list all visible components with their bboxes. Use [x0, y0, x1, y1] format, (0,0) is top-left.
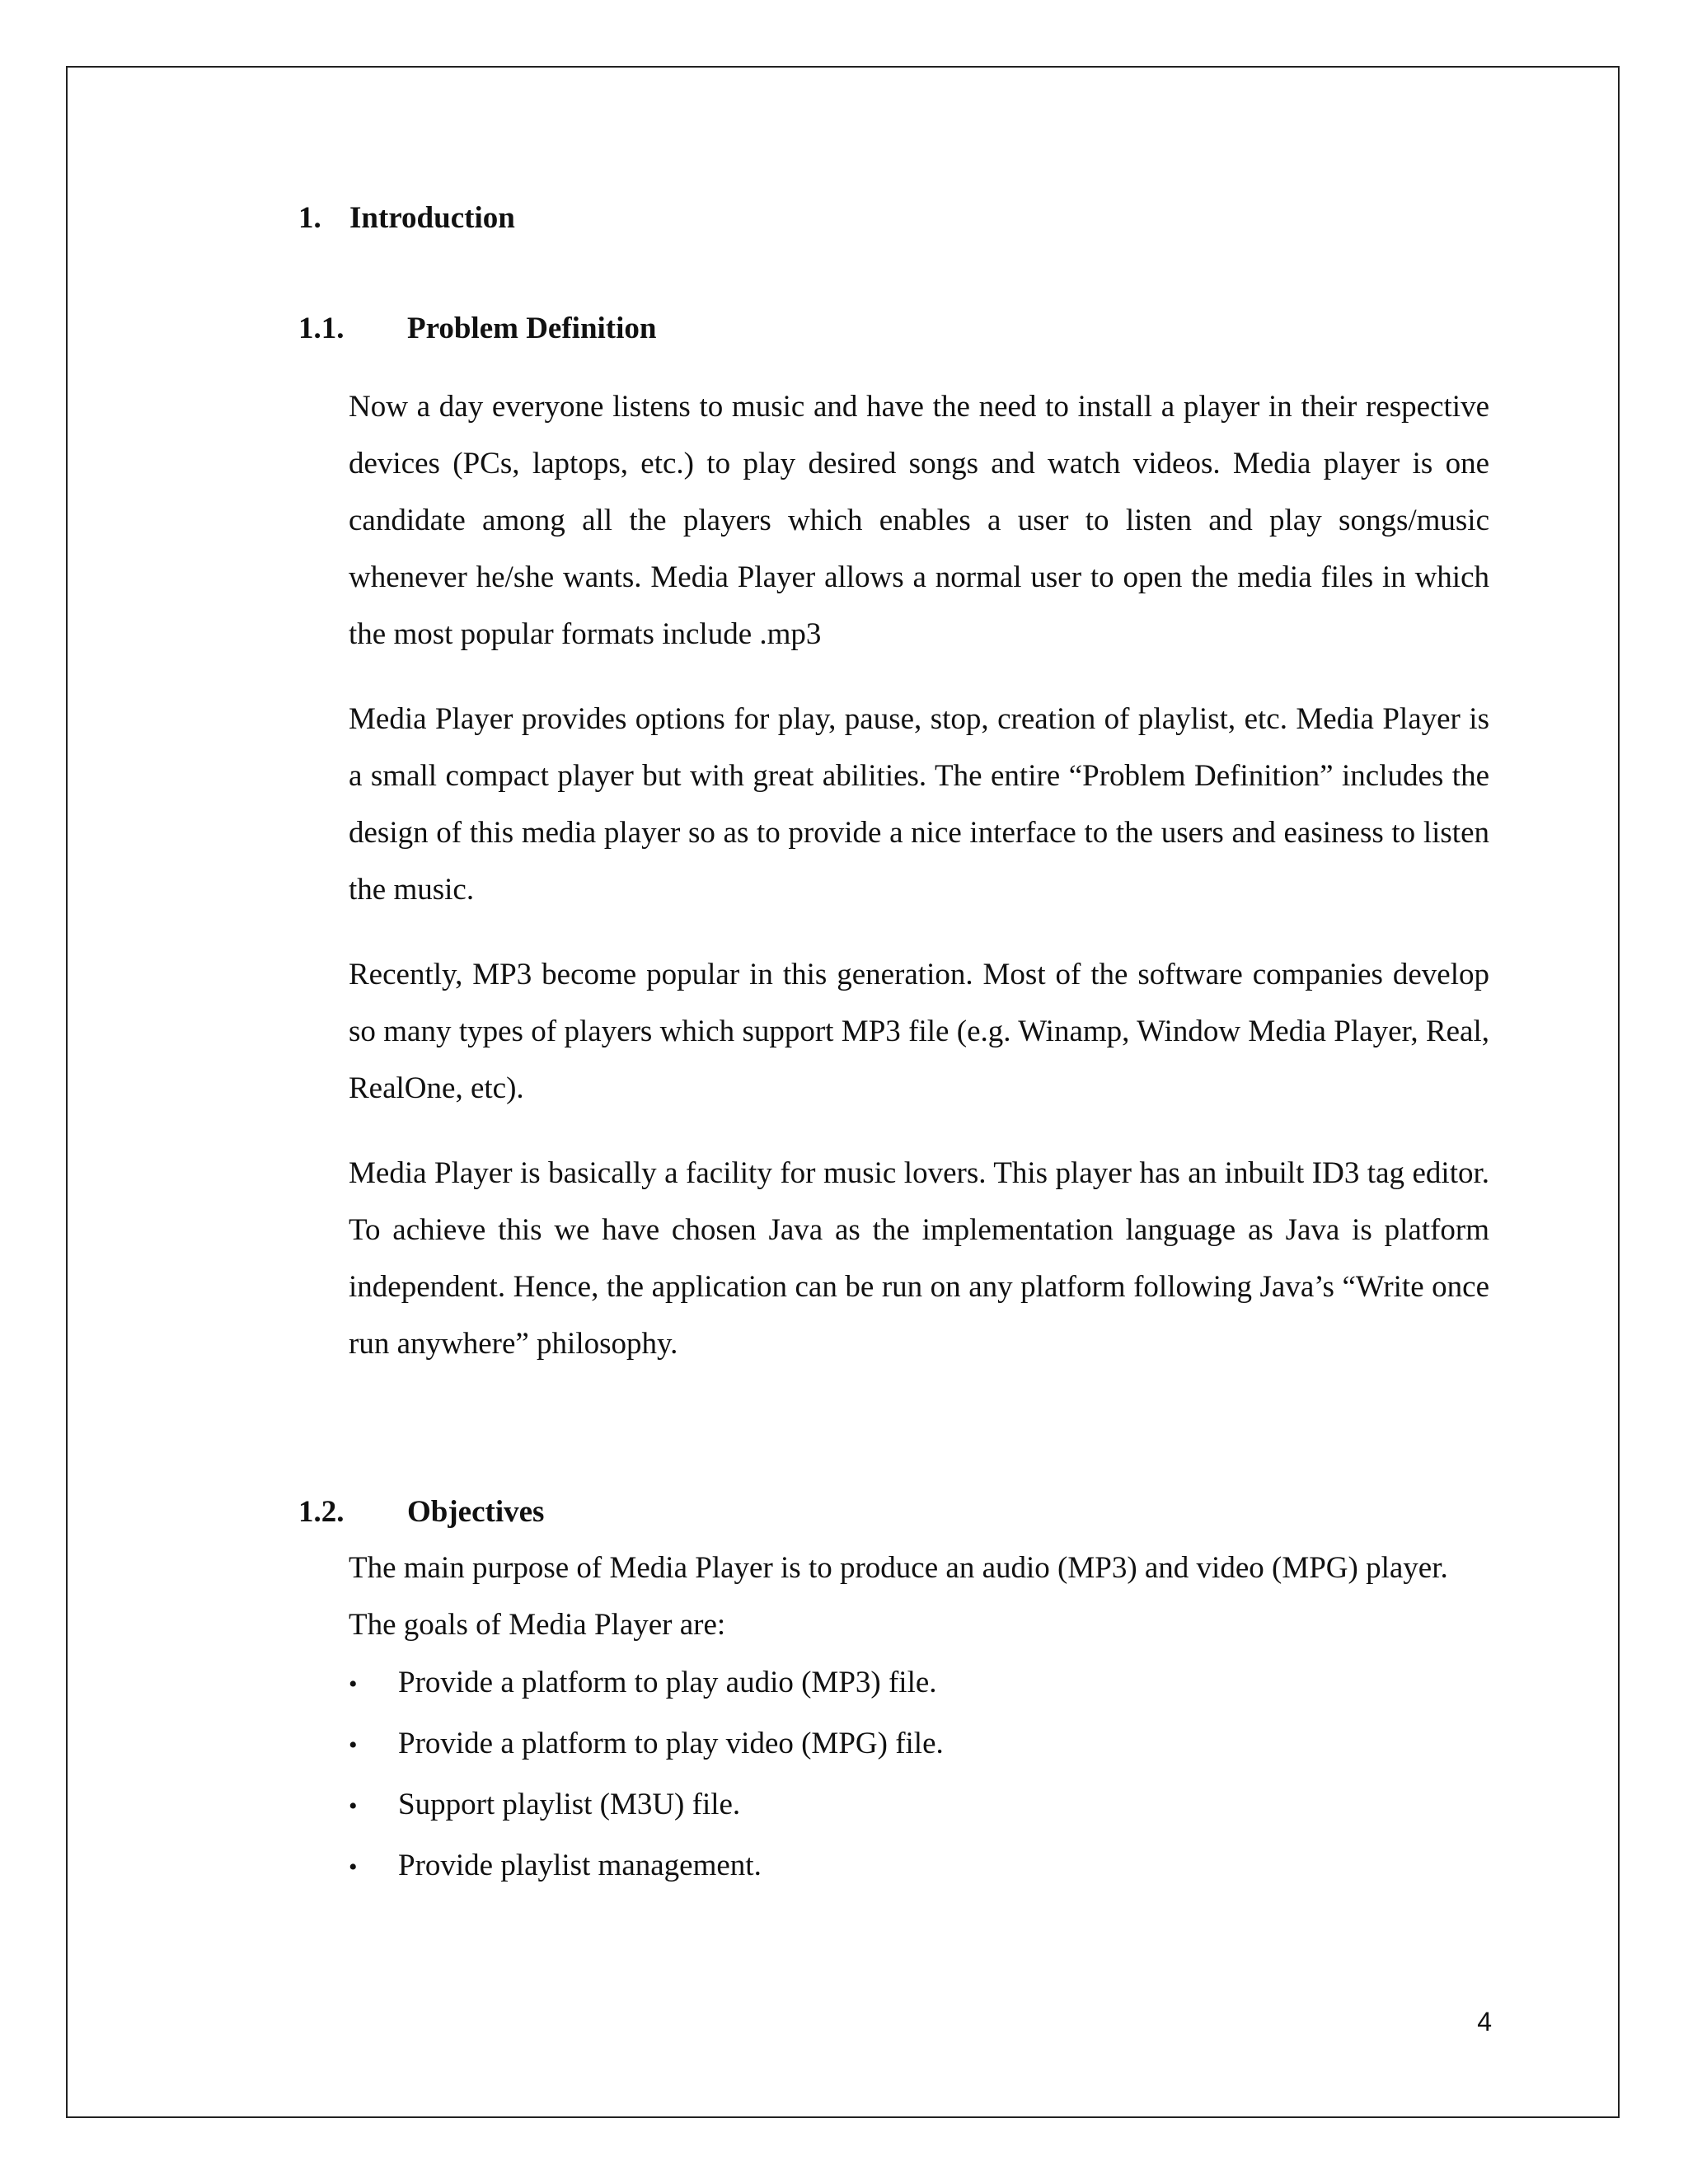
- list-item-text: Provide playlist management.: [398, 1849, 762, 1882]
- page-number: 4: [1477, 2007, 1492, 2036]
- bullet-icon: •: [349, 1854, 358, 1881]
- list-item: [349, 1836, 1489, 1897]
- bullet-icon: •: [349, 1732, 358, 1759]
- paragraph: Media Player is basically a facility for music lovers. This player has an inbuilt ID3 tag editor. To achieve this we have chosen Java as the implementation language as Java is platform independent. Hence, the application can be run on any platform following Java’s “Write once run anywhere” philosophy.: [349, 1156, 1489, 1361]
- document-body: [298, 198, 1489, 1897]
- list-item: [349, 1775, 1489, 1836]
- goals-heading: The goals of Media Player are:: [349, 1608, 726, 1642]
- list-item-text: Provide a platform to play audio (MP3) file.: [398, 1666, 937, 1699]
- section-title: Introduction: [349, 201, 515, 235]
- goals-list: [349, 1653, 1489, 1897]
- paragraph: Media Player provides options for play, pause, stop, creation of playlist, etc. Media Player is a small compact player but with great abilities. The entire “Problem Definition” includes the design of this media player so as to provide a nice interface to the users and easiness to listen the music.: [349, 702, 1489, 907]
- section-number: 1.: [298, 201, 321, 235]
- bullet-icon: •: [349, 1671, 358, 1698]
- paragraph: Recently, MP3 become popular in this generation. Most of the software companies develop so many types of players which support MP3 file (e.g. Winamp, Window Media Player, Real, RealOne, etc).: [349, 958, 1489, 1105]
- subsection-number: 1.1.: [298, 312, 345, 345]
- bullet-icon: •: [349, 1793, 358, 1820]
- list-item-text: Provide a platform to play video (MPG) file.: [398, 1727, 944, 1760]
- subsection-heading-problem-definition: [298, 308, 1489, 349]
- section-heading-introduction: [298, 198, 1489, 239]
- subsection-title: Problem Definition: [407, 312, 657, 345]
- subsection-title: Objectives: [407, 1495, 545, 1529]
- objectives-intro: The main purpose of Media Player is to produce an audio (MP3) and video (MPG) player.: [349, 1551, 1448, 1585]
- subsection-heading-objectives: [298, 1492, 1489, 1533]
- list-item: [349, 1714, 1489, 1775]
- list-item-text: Support playlist (M3U) file.: [398, 1788, 741, 1821]
- subsection-number: 1.2.: [298, 1495, 345, 1529]
- list-item: [349, 1653, 1489, 1714]
- paragraph: Now a day everyone listens to music and have the need to install a player in their respective devices (PCs, laptops, etc.) to play desired songs and watch videos. Media player is one candidate among all the players which enables a user to listen and play songs/music whenever he/she wants. Media Player allows a normal user to open the media files in which the most popular formats include .mp3: [349, 390, 1489, 651]
